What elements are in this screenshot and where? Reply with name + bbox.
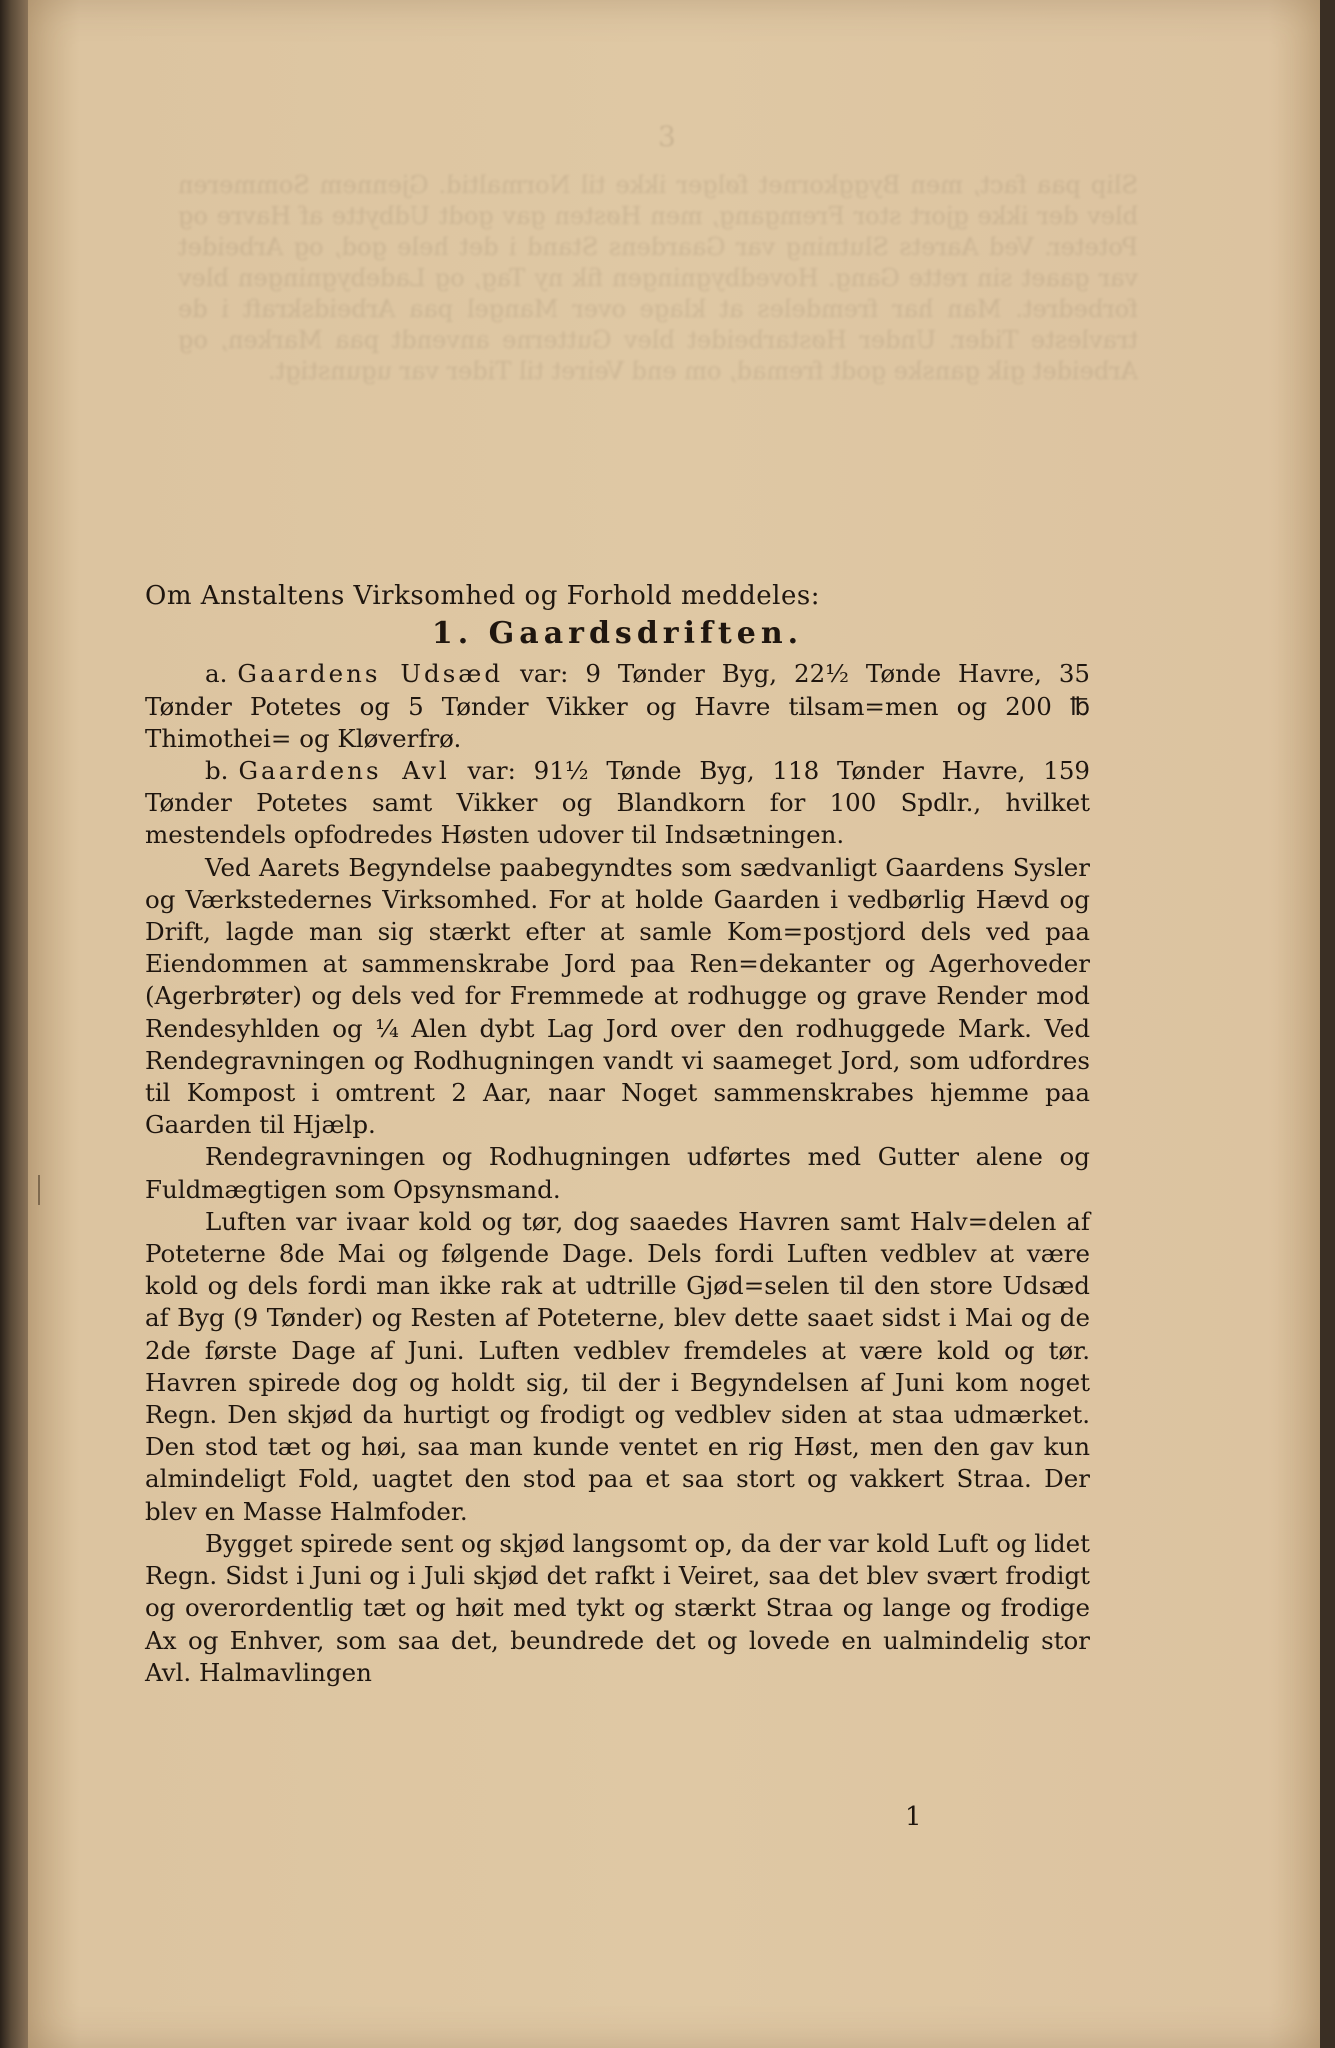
bleed-through-text: Slip paa fact, men Byggkornet følger ikke til Normaltid. Gjennem Sommeren blev der ikke gjort stor Fremgang, men Høsten gav godt Udbytte af Havre og Poteter. Ved Aarets Slutning var Gaardens Stand i det hele god, og Arbeidet var gaaet sin rette Gang. Hovedbygningen fik ny Tag, og Ladebygningen blev forbedret. Man har fremdeles at klage over Mangel paa Arbeidskraft i de travleste Tider. Under Høstarbeidet blev Gutterne anvendt paa Marken, og Arbeidet gik ganske godt fremad, om end Veiret til Tider var ugunstigt. (178, 171, 1138, 385)
paragraph-a (145, 658, 1090, 755)
margin-mark (38, 1175, 58, 1205)
page-content (145, 580, 1090, 1689)
paragraph-a-text: var: 9 Tønder Byg, 22½ Tønde Havre, 35 Tønder Potetes og 5 Tønder Vikker og Havre tilsam=men og 200 ℔ Thimothei= og Kløverfrø. (145, 659, 1091, 753)
book-spine (0, 0, 28, 2048)
paragraph-b-text: var: 91½ Tønde Byg, 118 Tønder Havre, 159 Tønder Potetes samt Vikker og Blandkorn for 100 Spdlr., hvilket mestendels opfodredes Høsten udover til Indsætningen. (145, 756, 1090, 850)
paragraph-a-label: a. (205, 659, 228, 689)
section-title: 1. Gaardsdriften. (431, 616, 804, 652)
paragraph: Luften var ivaar kold og tør, dog saaedes Havren samt Halv=delen af Poteterne 8de Mai og følgende Dage. Dels fordi Luften vedblev at være kold og dels fordi man ikke rak at udtrille Gjød=selen til den store Udsæd af Byg (9 Tønder) og Resten af Poteterne, blev dette saaet sidst i Mai og de 2de første Dage af Juni. Luften vedblev fremdeles at være kold og tør. Havren spirede dog og holdt sig, til der i Begyndelsen af Juni kom noget Regn. Den skjød da hurtigt og frodigt og vedblev siden at staa udmærket. Den stod tæt og høi, saa man kunde ventet en rig Høst, men den gav kun almindeligt Fold, uagtet den stod paa et saa stort og vakkert Straa. Der blev en Masse Halmfoder. (145, 1206, 1090, 1526)
bleed-through-page-number: 3 (658, 120, 676, 153)
paragraph: Rendegravningen og Rodhugningen udførtes med Gutter alene og Fuldmægtigen som Opsynsmand. (145, 1142, 1090, 1204)
paragraph: Bygget spirede sent og skjød langsomt op, da der var kold Luft og lidet Regn. Sidst i Juni og i Juli skjød det rafkt i Veiret, saa det blev svært frodigt og overordentlig tæt og høit med tykt og stærkt Straa og lange og frodige Ax og Enhver, som saa det, beundrede det og lovede en ualmindelig stor Avl. Halmavlingen (145, 1528, 1090, 1687)
signature-number: 1 (905, 1802, 922, 1832)
paragraph-b (145, 755, 1090, 852)
paragraph: Ved Aarets Begyndelse paabegyndtes som sædvanligt Gaardens Sysler og Værkstedernes Virksomhed. For at holde Gaarden i vedbørlig Hævd og Drift, lagde man sig stærkt efter at samle Kom=postjord dels ved paa Eiendommen at sammenskrabe Jord paa Ren=dekanter og Agerhoveder (Agerbrøter) og dels ved for Fremmede at rodhugge og grave Render mod Rendesyhlden og ¼ Alen dybt Lag Jord over den rodhuggede Mark. Ved Rendegravningen og Rodhugningen vandt vi saameget Jord, som udfordres til Kompost i omtrent 2 Aar, naar Noget sammenskrabes hjemme paa Gaarden til Hjælp. (145, 852, 1090, 1140)
intro-line: Om Anstaltens Virksomhed og Forhold meddeles: (145, 581, 820, 611)
paragraph-b-heading: Gaardens Avl (238, 756, 450, 786)
paragraph-b-label: b. (205, 756, 229, 786)
paragraph-a-heading: Gaardens Udsæd (237, 659, 504, 689)
